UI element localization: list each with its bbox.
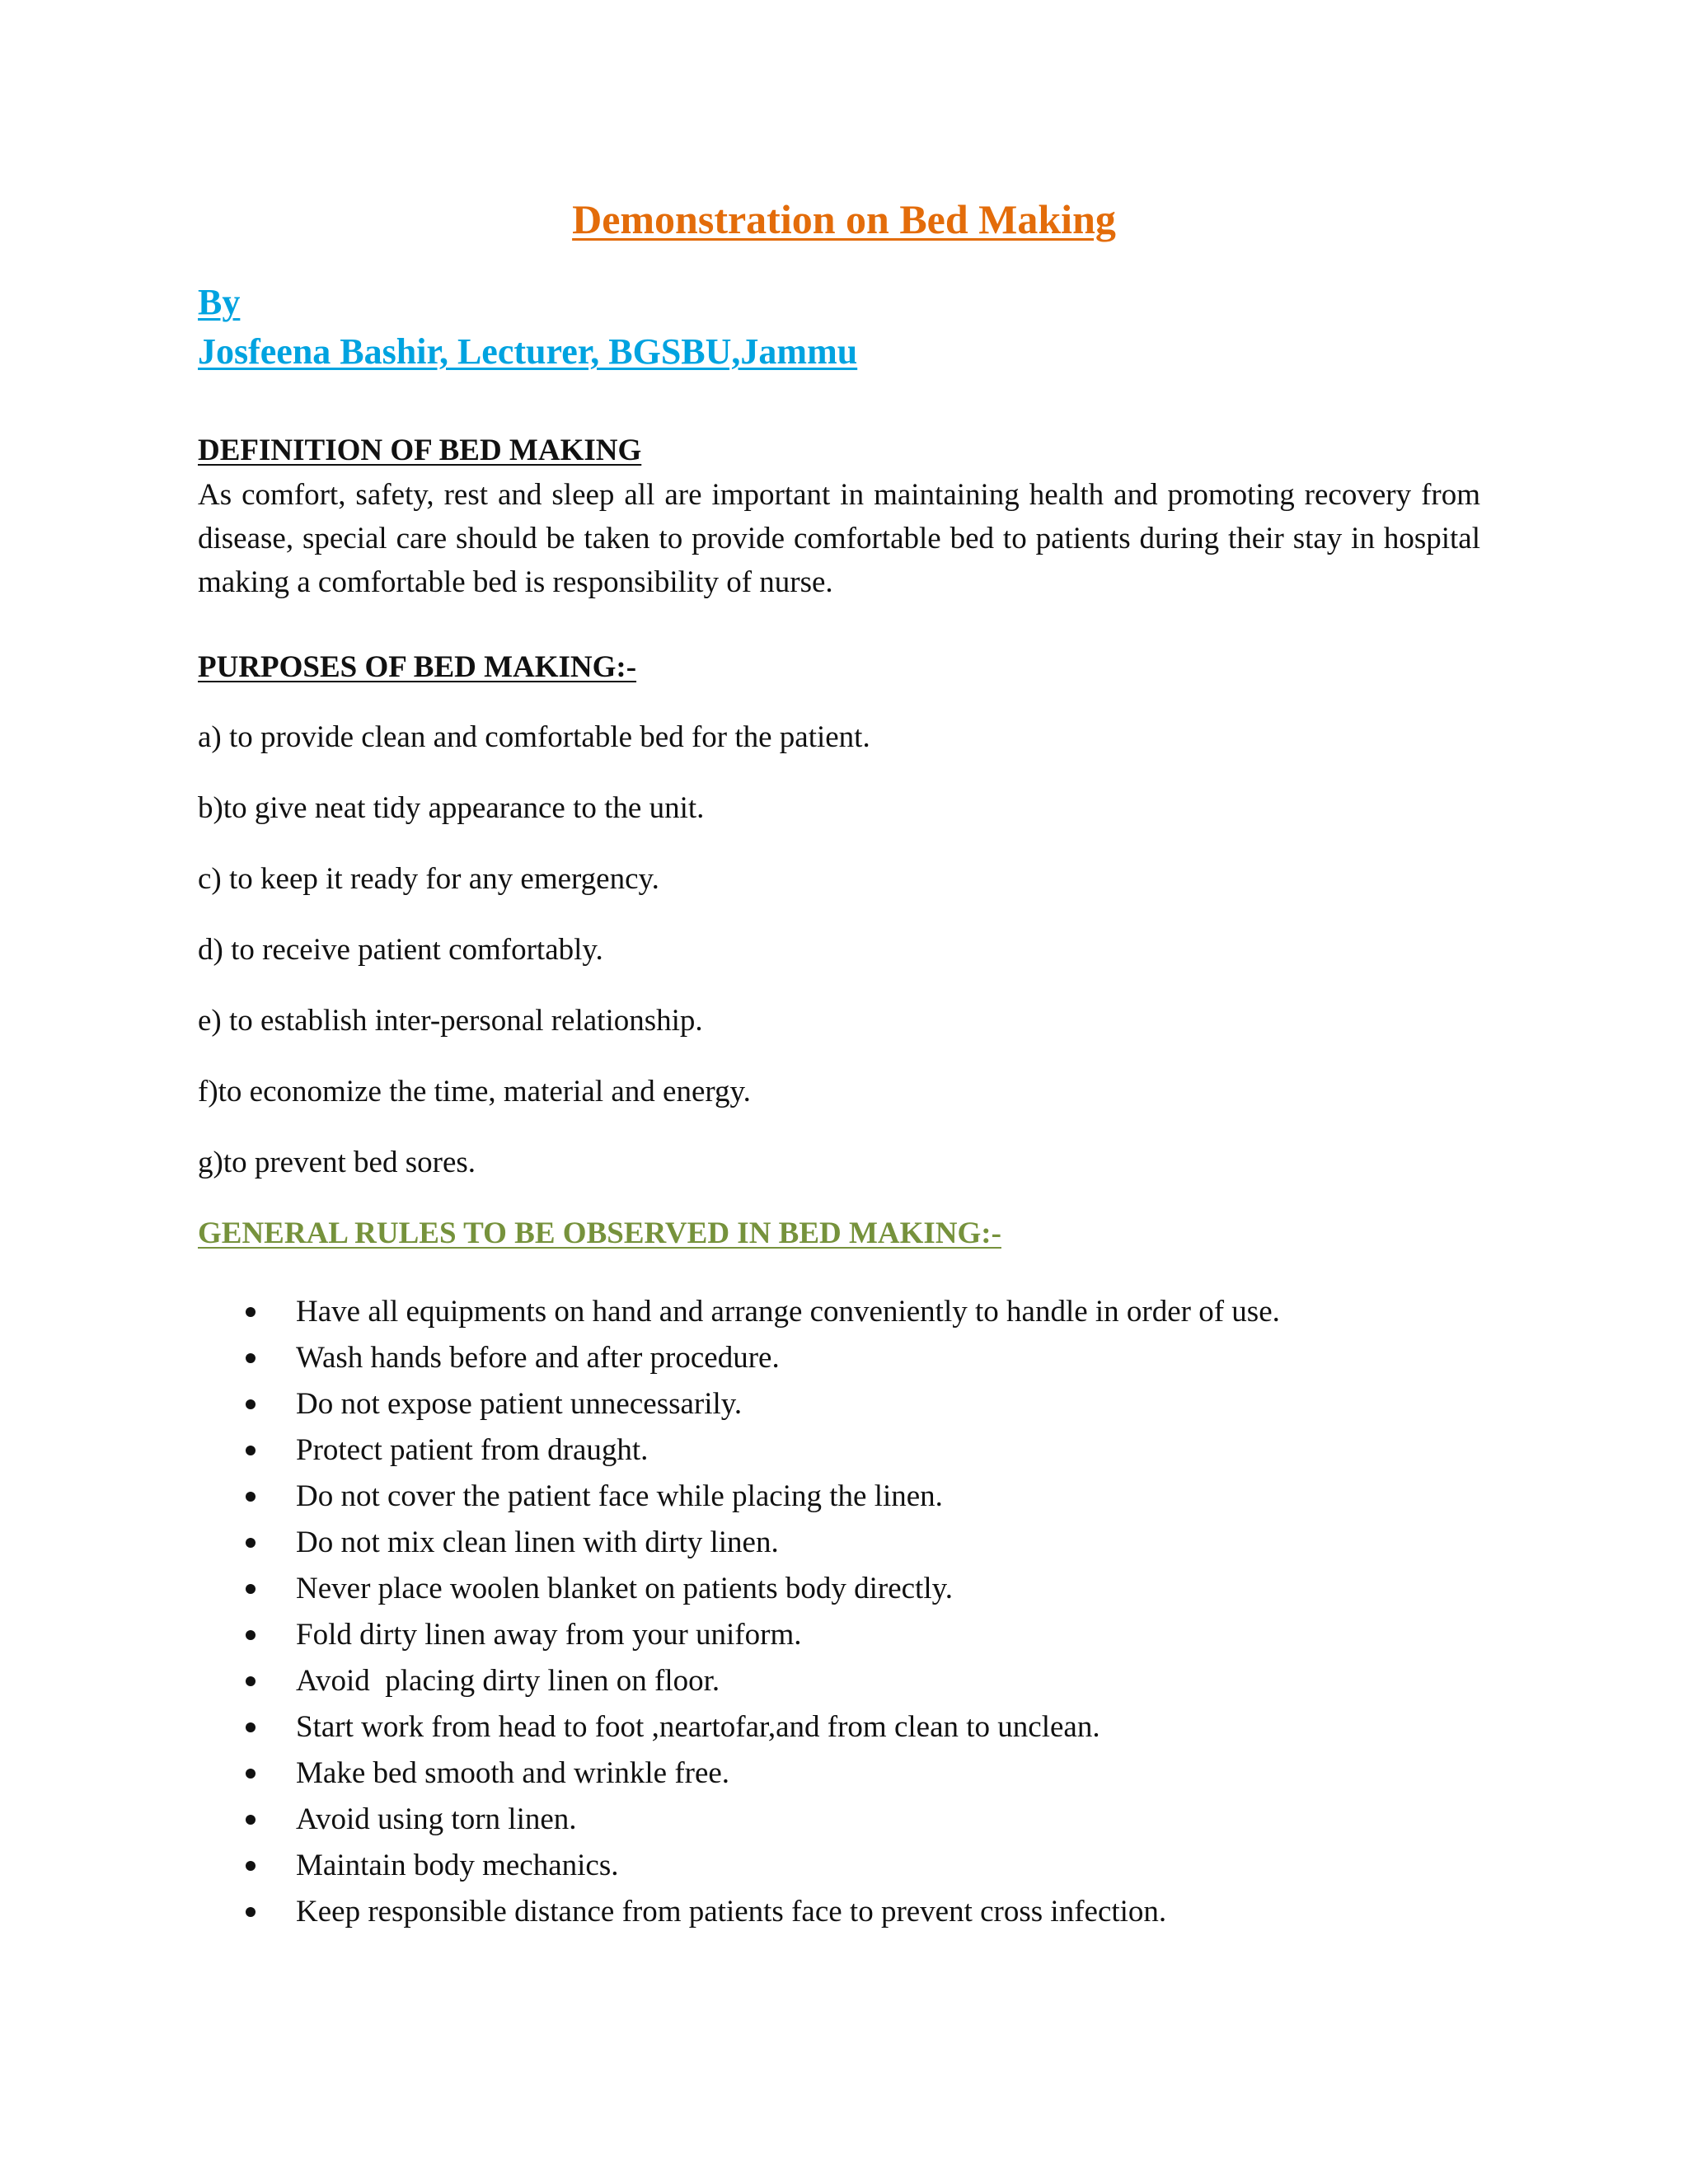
- rule-text: Protect patient from draught.: [296, 1433, 649, 1467]
- rule-text: Do not mix clean linen with dirty linen.: [296, 1526, 779, 1559]
- bullet-icon: [246, 1907, 256, 1917]
- rule-text: Keep responsible distance from patients face to prevent cross infection.: [296, 1895, 1167, 1929]
- definition-heading: DEFINITION OF BED MAKING: [198, 434, 642, 467]
- rule-item: [198, 1520, 1517, 1566]
- purpose-item: g)to prevent bed sores.: [198, 1146, 476, 1179]
- bullet-icon: [246, 1446, 256, 1455]
- rule-text: Make bed smooth and wrinkle free.: [296, 1756, 730, 1790]
- rule-item: [198, 1612, 1517, 1658]
- rules-heading: GENERAL RULES TO BE OBSERVED IN BED MAKING:-: [198, 1216, 1001, 1250]
- rule-item: [198, 1704, 1517, 1750]
- rule-item: [198, 1427, 1517, 1474]
- rule-text: Maintain body mechanics.: [296, 1849, 619, 1882]
- bullet-icon: [246, 1584, 256, 1594]
- rule-text: Start work from head to foot ,neartofar,and from clean to unclean.: [296, 1710, 1100, 1744]
- bullet-icon: [246, 1630, 256, 1640]
- bullet-icon: [246, 1722, 256, 1732]
- rule-item: [198, 1750, 1517, 1797]
- document-title: Demonstration on Bed Making: [572, 196, 1116, 242]
- definition-paragraph: As comfort, safety, rest and sleep all are important in maintaining health and promoting recovery from disease, special care should be taken to provide comfortable bed to patients during their stay in hospital making a comfortable bed is responsibility of nurse.: [198, 478, 1480, 599]
- rules-list: [198, 1289, 1517, 1935]
- rule-text: Wash hands before and after procedure.: [296, 1341, 780, 1375]
- author-by-label: By: [198, 282, 241, 322]
- rule-item: [198, 1381, 1517, 1427]
- purpose-item: d) to receive patient comfortably.: [198, 933, 603, 967]
- rule-item: [198, 1889, 1517, 1935]
- rule-text: Avoid using torn linen.: [296, 1802, 577, 1836]
- rule-item: [198, 1797, 1517, 1843]
- rule-text: Fold dirty linen away from your uniform.: [296, 1618, 802, 1652]
- author-line: Josfeena Bashir, Lecturer, BGSBU,Jammu: [198, 331, 858, 372]
- bullet-icon: [246, 1399, 256, 1409]
- rule-item: [198, 1658, 1517, 1704]
- bullet-icon: [246, 1538, 256, 1548]
- purpose-item: b)to give neat tidy appearance to the unit.: [198, 791, 705, 825]
- bullet-icon: [246, 1492, 256, 1502]
- bullet-icon: [246, 1861, 256, 1871]
- bullet-icon: [246, 1353, 256, 1363]
- bullet-icon: [246, 1769, 256, 1779]
- bullet-icon: [246, 1815, 256, 1825]
- purpose-item: e) to establish inter-personal relationship.: [198, 1004, 703, 1038]
- rule-text: Do not cover the patient face while placing the linen.: [296, 1479, 943, 1513]
- rule-item: [198, 1335, 1517, 1381]
- rule-text: Avoid placing dirty linen on floor.: [296, 1664, 720, 1698]
- purpose-item: c) to keep it ready for any emergency.: [198, 862, 659, 896]
- purpose-item: f)to economize the time, material and energy.: [198, 1075, 751, 1108]
- rule-item: [198, 1289, 1517, 1335]
- rule-text: Do not expose patient unnecessarily.: [296, 1387, 743, 1421]
- bullet-icon: [246, 1676, 256, 1686]
- rule-text: Have all equipments on hand and arrange conveniently to handle in order of use.: [296, 1295, 1280, 1329]
- purposes-heading: PURPOSES OF BED MAKING:-: [198, 650, 637, 684]
- rule-item: [198, 1566, 1517, 1612]
- rule-item: [198, 1474, 1517, 1520]
- purpose-item: a) to provide clean and comfortable bed for the patient.: [198, 720, 870, 754]
- rule-item: [198, 1843, 1517, 1889]
- bullet-icon: [246, 1307, 256, 1317]
- rule-text: Never place woolen blanket on patients body directly.: [296, 1572, 953, 1605]
